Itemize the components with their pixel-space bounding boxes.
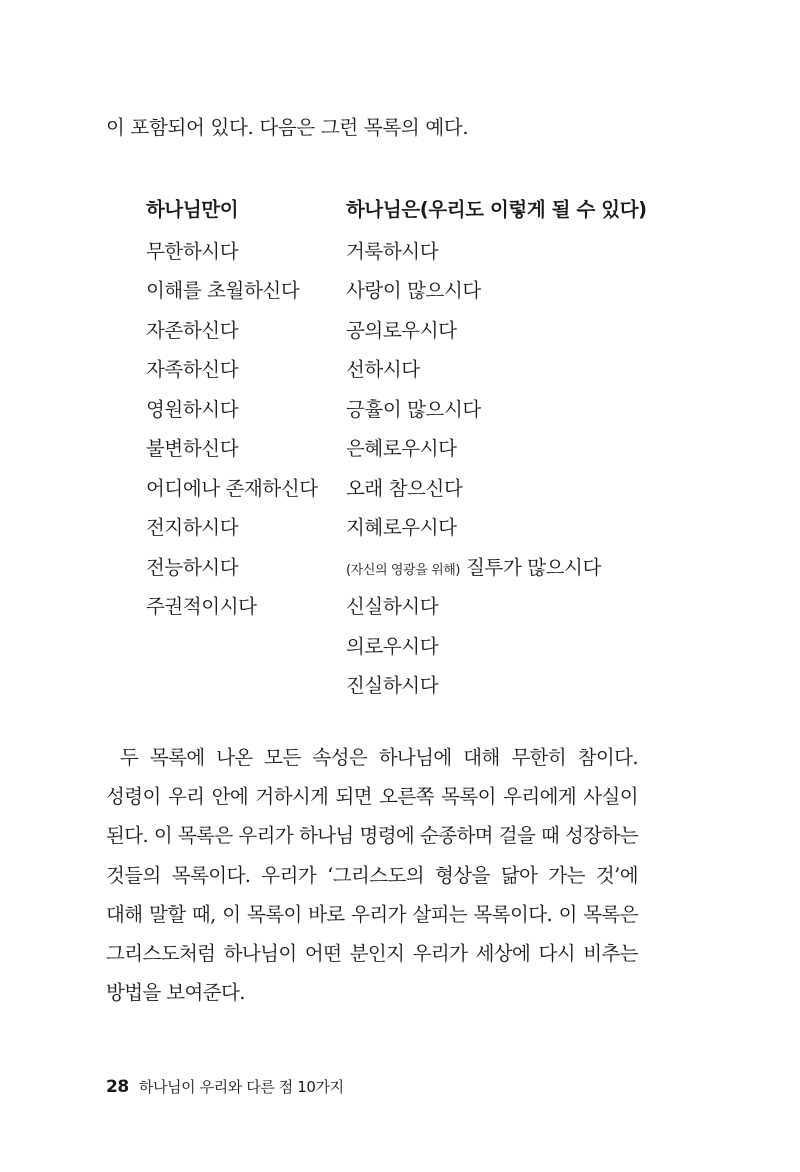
list-item: 주권적이시다 — [146, 595, 257, 618]
intro-line: 이 포함되어 있다. 다음은 그런 목록의 예다. — [106, 116, 469, 139]
list-item: 은혜로우시다 — [346, 437, 457, 460]
running-title: 하나님이 우리와 다른 점 10가지 — [138, 1078, 344, 1096]
list-item: 공의로우시다 — [346, 318, 457, 342]
list-item: 자존하신다 — [146, 318, 239, 342]
list-item: 자족하신다 — [146, 358, 239, 381]
list-item: 신실하시다 — [346, 595, 439, 618]
list-item: 긍휼이 많으시다 — [346, 397, 481, 421]
shared-attributes-heading: 하나님은(우리도 이렇게 될 수 있다) — [346, 198, 647, 221]
list-item: 불변하신다 — [146, 437, 239, 460]
list-item: 진실하시다 — [346, 674, 439, 697]
page-number: 28 — [106, 1077, 129, 1097]
list-item: 전지하시다 — [146, 516, 239, 539]
shared-attributes-list — [346, 190, 647, 706]
list-item: 이해를 초월하신다 — [146, 279, 300, 302]
list-item-text: 질투가 많으시다 — [466, 555, 601, 579]
list-item: 영원하시다 — [146, 397, 239, 421]
list-item: 거룩하시다 — [346, 239, 439, 263]
list-item: 오래 참으신다 — [346, 476, 463, 500]
jealous-note: (자신의 영광을 위해) — [346, 562, 461, 578]
list-item: 사랑이 많으시다 — [346, 279, 481, 302]
page-footer — [106, 1076, 344, 1097]
body-paragraph: 두 목록에 나온 모든 속성은 하나님에 대해 무한히 참이다. 성령이 우리 안에 거하시게 되면 오른쪽 목록이 우리에게 사실이 된다. 이 목록은 우리가 하나님 명령에 순종하며 걸을 때 성장하는 것들의 목록이다. 우리가 ‘그리스도의 형상을 닮아 가는 것’에 대해 말할 때, 이 목록이 바로 우리가 살피는 목록이다. 이 목록은 그리스도처럼 하나님이 어떤 분인지 우리가 세상에 다시 비추는 방법을 보여준다. — [106, 746, 638, 1005]
list-item: 의로우시다 — [346, 634, 439, 658]
list-item: 무한하시다 — [146, 239, 239, 263]
only-god-heading: 하나님만이 — [146, 198, 239, 221]
list-item: 어디에나 존재하신다 — [146, 476, 318, 500]
list-item: 선하시다 — [346, 358, 420, 381]
list-item: 지혜로우시다 — [346, 516, 457, 539]
list-item: 전능하시다 — [146, 555, 239, 579]
list-item — [346, 548, 647, 588]
only-god-list — [146, 190, 318, 627]
